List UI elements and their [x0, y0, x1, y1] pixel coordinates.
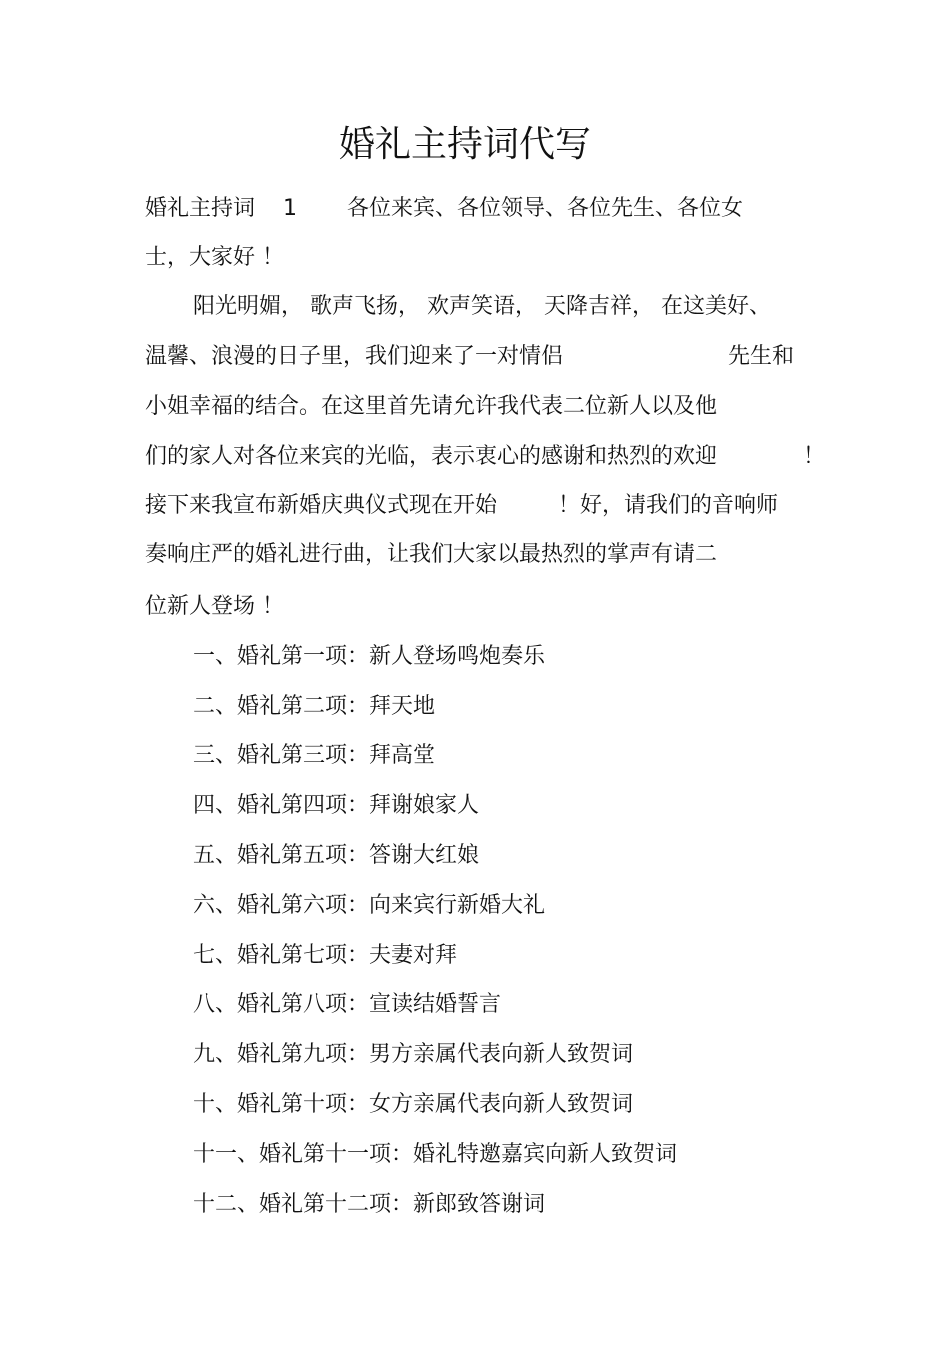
- ceremony-item: 七、婚礼第七项：夫妻对拜: [193, 943, 458, 968]
- ceremony-item: 十二、婚礼第十二项：新郎致答谢词: [193, 1192, 546, 1217]
- groom-word: 先生和: [728, 344, 795, 369]
- ceremony-item: 二、婚礼第二项：拜天地: [193, 694, 436, 719]
- body-line: 阳光明媚， 歌声飞扬， 欢声笑语， 天降吉祥， 在这美好、: [193, 294, 771, 319]
- ceremony-item: 五、婚礼第五项：答谢大红娘: [193, 843, 480, 868]
- body-line: 温馨、浪漫的日子里，我们迎来了一对情侣: [145, 344, 564, 369]
- ceremony-item: 四、婚礼第四项：拜谢娘家人: [193, 793, 480, 818]
- body-line: 们的家人对各位来宾的光临，表示衷心的感谢和热烈的欢迎: [145, 444, 718, 469]
- ceremony-item: 一、婚礼第一项：新人登场鸣炮奏乐: [193, 644, 546, 669]
- body-line: 接下来我宣布新婚庆典仪式现在开始: [145, 493, 498, 518]
- ceremony-item: 六、婚礼第六项：向来宾行新婚大礼: [193, 893, 546, 918]
- intro-greeting-a: 各位来宾、各位领导、各位先生、各位女: [347, 196, 744, 221]
- ceremony-item: 三、婚礼第三项：拜高堂: [193, 743, 436, 768]
- body-line: 奏响庄严的婚礼进行曲，让我们大家以最热烈的掌声有请二: [145, 542, 718, 567]
- body-line: 小姐幸福的结合。在这里首先请允许我代表二位新人以及他: [145, 394, 718, 419]
- intro-label: 婚礼主持词: [145, 196, 256, 221]
- after-start-text: ！好，请我们的音响师: [558, 493, 779, 518]
- exclaim-mark: ！: [803, 444, 826, 469]
- intro-number: 1: [283, 196, 297, 221]
- document-title: 婚礼主持词代写: [338, 124, 591, 165]
- ceremony-item: 九、婚礼第九项：男方亲属代表向新人致贺词: [193, 1042, 634, 1067]
- ceremony-item: 十一、婚礼第十一项：婚礼特邀嘉宾向新人致贺词: [193, 1142, 678, 1167]
- intro-greeting-b: 士，大家好 ！: [145, 245, 284, 270]
- ceremony-item: 十、婚礼第十项：女方亲属代表向新人致贺词: [193, 1092, 634, 1117]
- ceremony-item: 八、婚礼第八项：宣读结婚誓言: [193, 992, 502, 1017]
- body-line: 位新人登场 ！: [145, 594, 284, 619]
